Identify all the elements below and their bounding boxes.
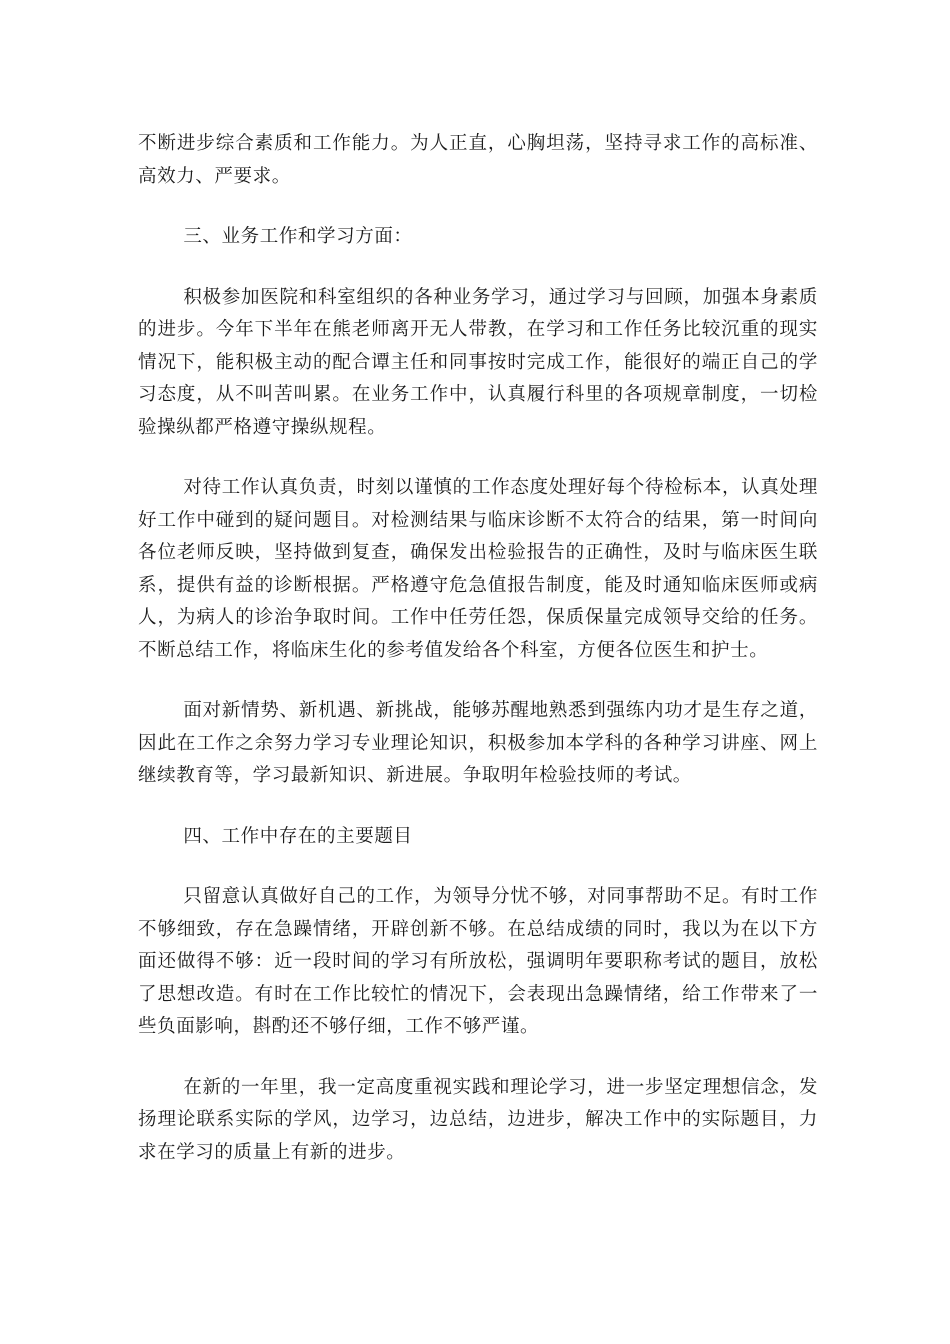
paragraph-work-attitude: 对待工作认真负责，时刻以谨慎的工作态度处理好每个待检标本，认真处理好工作中碰到的疑问题目。对检测结果与临床诊断不太符合的结果，第一时间向各位老师反映，坚持做到复查，确保发出检验报告的正确性，及时与临床医生联系，提供有益的诊断根据。严格遵守危急值报告制度，能及时通知临床医师或病人，为病人的诊治争取时间。工作中任劳任怨，保质保量完成领导交给的任务。不断总结工作，将临床生化的参考值发给各个科室，方便各位医生和护士。: [138, 477, 818, 661]
paragraph-new-year-plan: 在新的一年里，我一定高度重视实践和理论学习，进一步坚定理想信念，发扬理论联系实际的学风，边学习，边总结，边进步，解决工作中的实际题目，力求在学习的质量上有新的进步。: [138, 1076, 818, 1163]
paragraph-main-problems: 只留意认真做好自己的工作，为领导分忧不够，对同事帮助不足。有时工作不够细致，存在急躁情绪，开辟创新不够。在总结成绩的同时，我以为在以下方面还做得不够：近一段时间的学习有所放松，强调明年要职称考试的题目，放松了思想改造。有时在工作比较忙的情况下，会表现出急躁情绪，给工作带来了一些负面影响，斟酌还不够仔细，工作不够严谨。: [138, 886, 818, 1037]
paragraph-business-study: 积极参加医院和科室组织的各种业务学习，通过学习与回顾，加强本身素质的进步。今年下半年在熊老师离开无人带教，在学习和工作任务比较沉重的现实情况下，能积极主动的配合谭主任和同事按时完成工作，能很好的端正自己的学习态度，从不叫苦叫累。在业务工作中，认真履行科里的各项规章制度，一切检验操纵都严格遵守操纵规程。: [138, 286, 818, 438]
paragraph-new-challenges: 面对新情势、新机遇、新挑战，能够苏醒地熟悉到强练内功才是生存之道，因此在工作之余努力学习专业理论知识，积极参加本学科的各种学习讲座、网上继续教育等，学习最新知识、新进展。争取明年检验技师的考试。: [138, 700, 818, 786]
document-body: [138, 128, 818, 1197]
section-heading-business-study: 三、业务工作和学习方面：: [183, 226, 413, 247]
paragraph-continuation: 不断进步综合素质和工作能力。为人正直，心胸坦荡，坚持寻求工作的高标准、高效力、严要求。: [138, 133, 818, 187]
section-heading-main-problems: 四、工作中存在的主要题目: [183, 825, 413, 847]
